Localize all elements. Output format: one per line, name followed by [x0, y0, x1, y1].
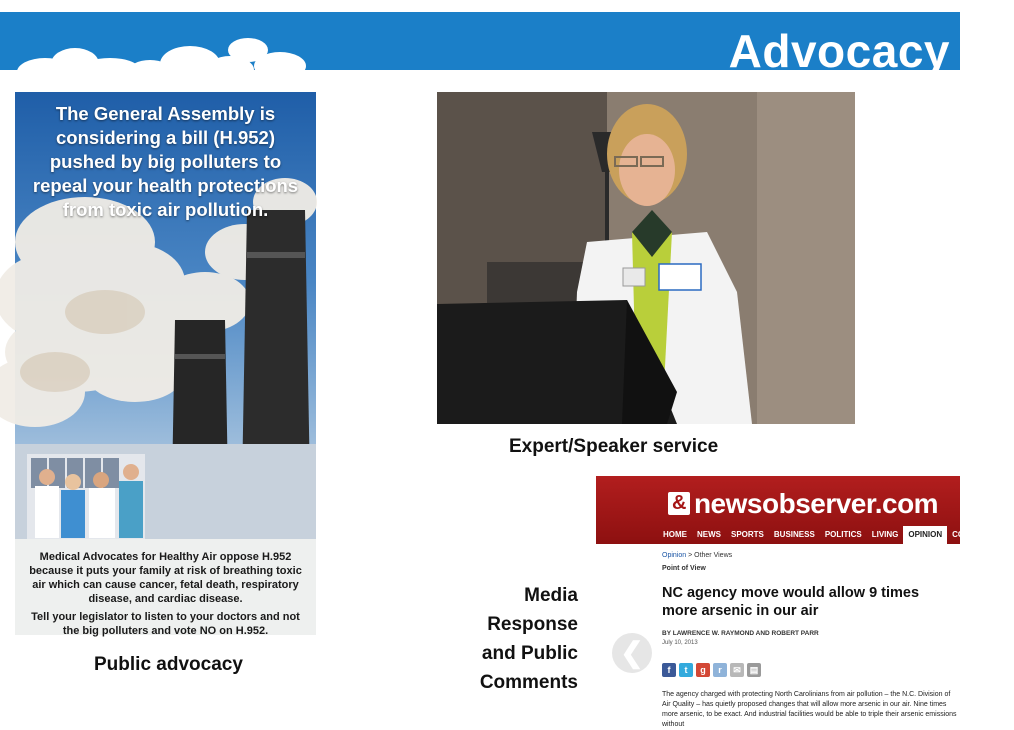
news-logo[interactable]: [668, 488, 938, 520]
print-icon[interactable]: ▤: [747, 663, 761, 677]
breadcrumb-rest[interactable]: > Other Views: [688, 552, 733, 559]
breadcrumb-opinion-link[interactable]: Opinion: [662, 552, 687, 559]
poster-headline: The General Assembly is considering a bill (H.952) pushed by big polluters to repeal your health protections from toxic air pollution.: [32, 103, 299, 220]
article-body: The agency charged with protecting North Carolinians from air pollution – the N.C. Division of Air Quality – has quietly proposed changes that will allow more arsenic in our air. Nine times more arsenic, to be exact. And industrial facilities would be able to triple their arsenic emissions without: [662, 691, 957, 728]
advocacy-poster: [15, 92, 316, 635]
news-nav: [658, 526, 1014, 544]
carousel-prev-button[interactable]: ❮: [612, 633, 652, 673]
news-nav-sports[interactable]: SPORTS: [731, 530, 764, 539]
caption-media-line: Media: [524, 585, 578, 606]
email-icon[interactable]: ✉: [730, 663, 744, 677]
slide-title: Advocacy: [728, 25, 950, 77]
news-logo-ampersand: &: [668, 492, 690, 515]
caption-media-line: Response: [487, 614, 578, 635]
googleplus-icon[interactable]: g: [696, 663, 710, 677]
poster-body-text: Medical Advocates for Healthy Air oppose H.952 because it puts your family at risk of breathing toxic air which can cause cancer, fetal death, respiratory disease, and cardiac disease.: [29, 551, 302, 605]
twitter-icon[interactable]: t: [679, 663, 693, 677]
reddit-icon[interactable]: r: [713, 663, 727, 677]
news-nav-business[interactable]: BUSINESS: [773, 530, 815, 539]
speaker-photo: [437, 92, 855, 424]
article-byline: BY LAWRENCE W. RAYMOND AND ROBERT PARR: [662, 630, 819, 637]
newspaper-screenshot: [596, 476, 1010, 728]
news-nav-home[interactable]: HOME: [663, 530, 687, 539]
news-nav-communities[interactable]: COMMUNITIES: [952, 530, 1010, 539]
article-date: July 10, 2013: [662, 640, 698, 646]
facebook-icon[interactable]: f: [662, 663, 676, 677]
news-logo-text: newsobserver.com: [693, 488, 939, 519]
caption-media-response: [480, 581, 578, 697]
section-label: Point of View: [662, 565, 706, 572]
poster-call-to-action: Tell your legislator to listen to your doctors and not the big polluters and vote NO on H.952.: [31, 611, 300, 637]
caption-expert-speaker: Expert/Speaker service: [509, 436, 719, 457]
caption-public-advocacy: Public advocacy: [94, 654, 243, 675]
speaker-photo-illustration: [437, 92, 855, 424]
news-nav-living[interactable]: LIVING: [871, 530, 899, 539]
news-nav-news[interactable]: NEWS: [697, 530, 721, 539]
breadcrumb: [662, 552, 732, 559]
article-headline: NC agency move would allow 9 times more arsenic in our air: [662, 585, 920, 619]
news-nav-politics[interactable]: POLITICS: [824, 530, 862, 539]
share-bar: [662, 663, 761, 677]
caption-media-line: and Public: [481, 643, 578, 664]
news-nav-opinion[interactable]: OPINION: [903, 526, 947, 544]
caption-media-line: Comments: [479, 672, 578, 693]
